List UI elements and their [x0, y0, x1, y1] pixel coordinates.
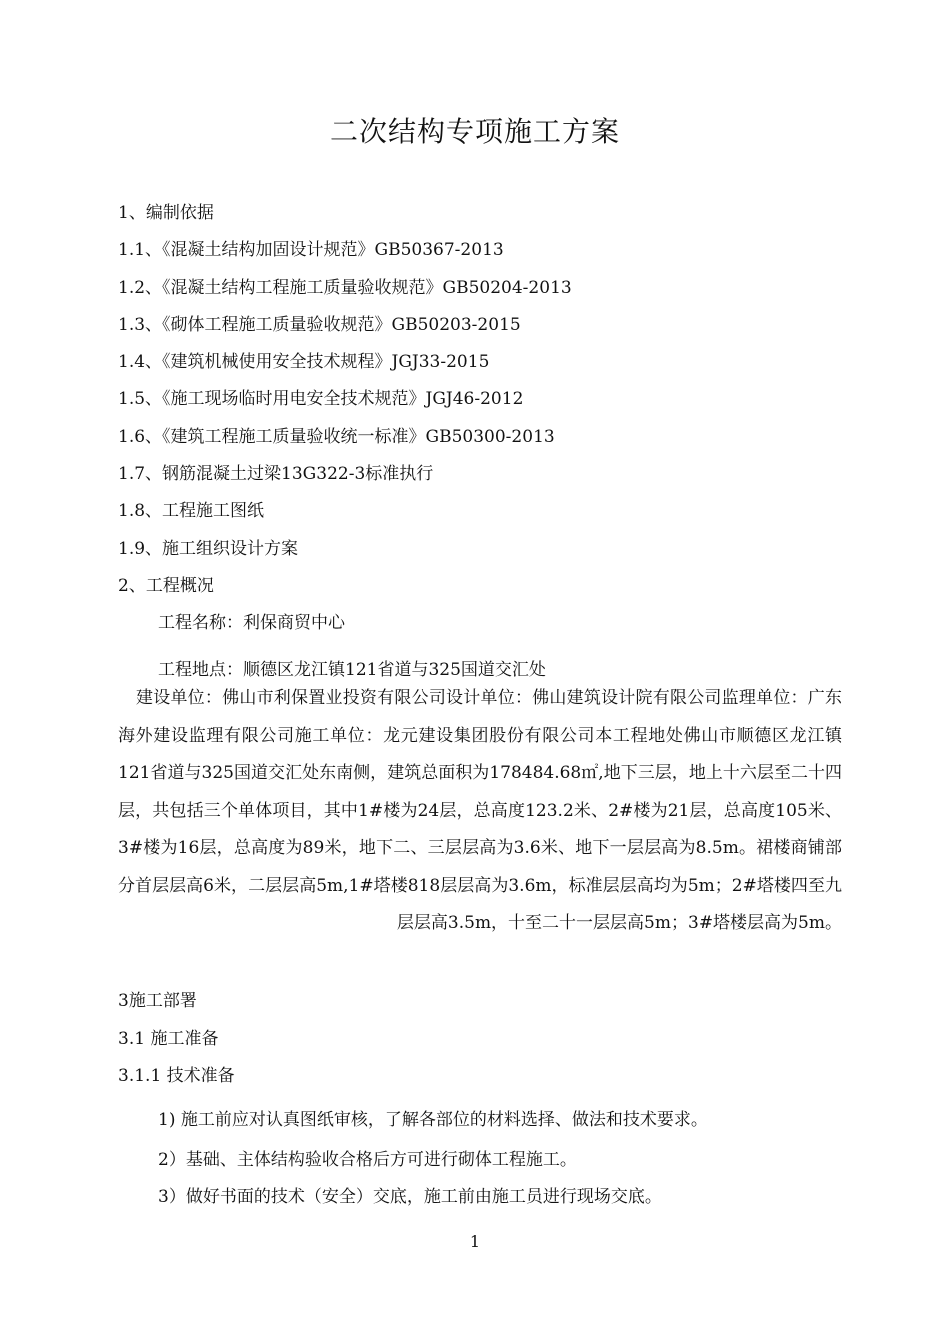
subsection-heading: 3.1.1 技术准备 — [118, 1066, 235, 1086]
page-number: 1 — [469, 1232, 481, 1251]
reference-item: 1.5、《施工现场临时用电安全技术规范》JGJ46-2012 — [118, 389, 524, 409]
reference-item: 1.9、施工组织设计方案 — [118, 539, 299, 559]
section-1-heading: 1、编制依据 — [118, 203, 214, 223]
reference-item: 1.1、《混凝土结构加固设计规范》GB50367-2013 — [118, 240, 504, 260]
subsection-heading: 3.1 施工准备 — [118, 1029, 219, 1049]
preparation-item: 1) 施工前应对认真图纸审核，了解各部位的材料选择、做法和技术要求。 — [158, 1110, 708, 1130]
project-overview-text: 建设单位：佛山市利保置业投资有限公司设计单位：佛山建筑设计院有限公司监理单位：广东海外建设监理有限公司施工单位：龙元建设集团股份有限公司本工程地处佛山市顺德区龙江镇121省道与325国道交汇处东南侧，建筑总面积为178484.68㎡,地下三层，地上十六层至二十四层，共包括三个单体项目，其中1#楼为24层，总高度123.2米、2#楼为21层，总高度105米、3#楼为16层，总高度为89米，地下二、三层层高为3.6米、地下一层层高为8.5m。裙楼商铺部分首层层高6米，二层层高5m,1#塔楼818层层高为3.6m，标准层层高均为5m；2#塔楼四至九层层高3.5m，十至二十一层层高5m；3#塔楼层高为5m。 — [118, 688, 842, 933]
project-name: 工程名称：利保商贸中心 — [158, 613, 345, 633]
section-3-heading: 3施工部署 — [118, 991, 197, 1011]
section-2-heading: 2、工程概况 — [118, 576, 214, 596]
document-title: 二次结构专项施工方案 — [329, 115, 620, 148]
preparation-item: 3）做好书面的技术（安全）交底，施工前由施工员进行现场交底。 — [158, 1187, 662, 1207]
reference-item: 1.8、工程施工图纸 — [118, 501, 265, 521]
reference-item: 1.3、《砌体工程施工质量验收规范》GB50203-2015 — [118, 315, 521, 335]
reference-item: 1.6、《建筑工程施工质量验收统一标准》GB50300-2013 — [118, 427, 555, 447]
preparation-item: 2）基础、主体结构验收合格后方可进行砌体工程施工。 — [158, 1150, 577, 1170]
project-location: 工程地点：顺德区龙江镇121省道与325国道交汇处 — [158, 660, 546, 680]
reference-item: 1.7、钢筋混凝土过梁13G322-3标准执行 — [118, 464, 434, 484]
reference-item: 1.2、《混凝土结构工程施工质量验收规范》GB50204-2013 — [118, 278, 572, 298]
reference-item: 1.4、《建筑机械使用安全技术规程》JGJ33-2015 — [118, 352, 490, 372]
project-overview-paragraph — [118, 680, 842, 943]
